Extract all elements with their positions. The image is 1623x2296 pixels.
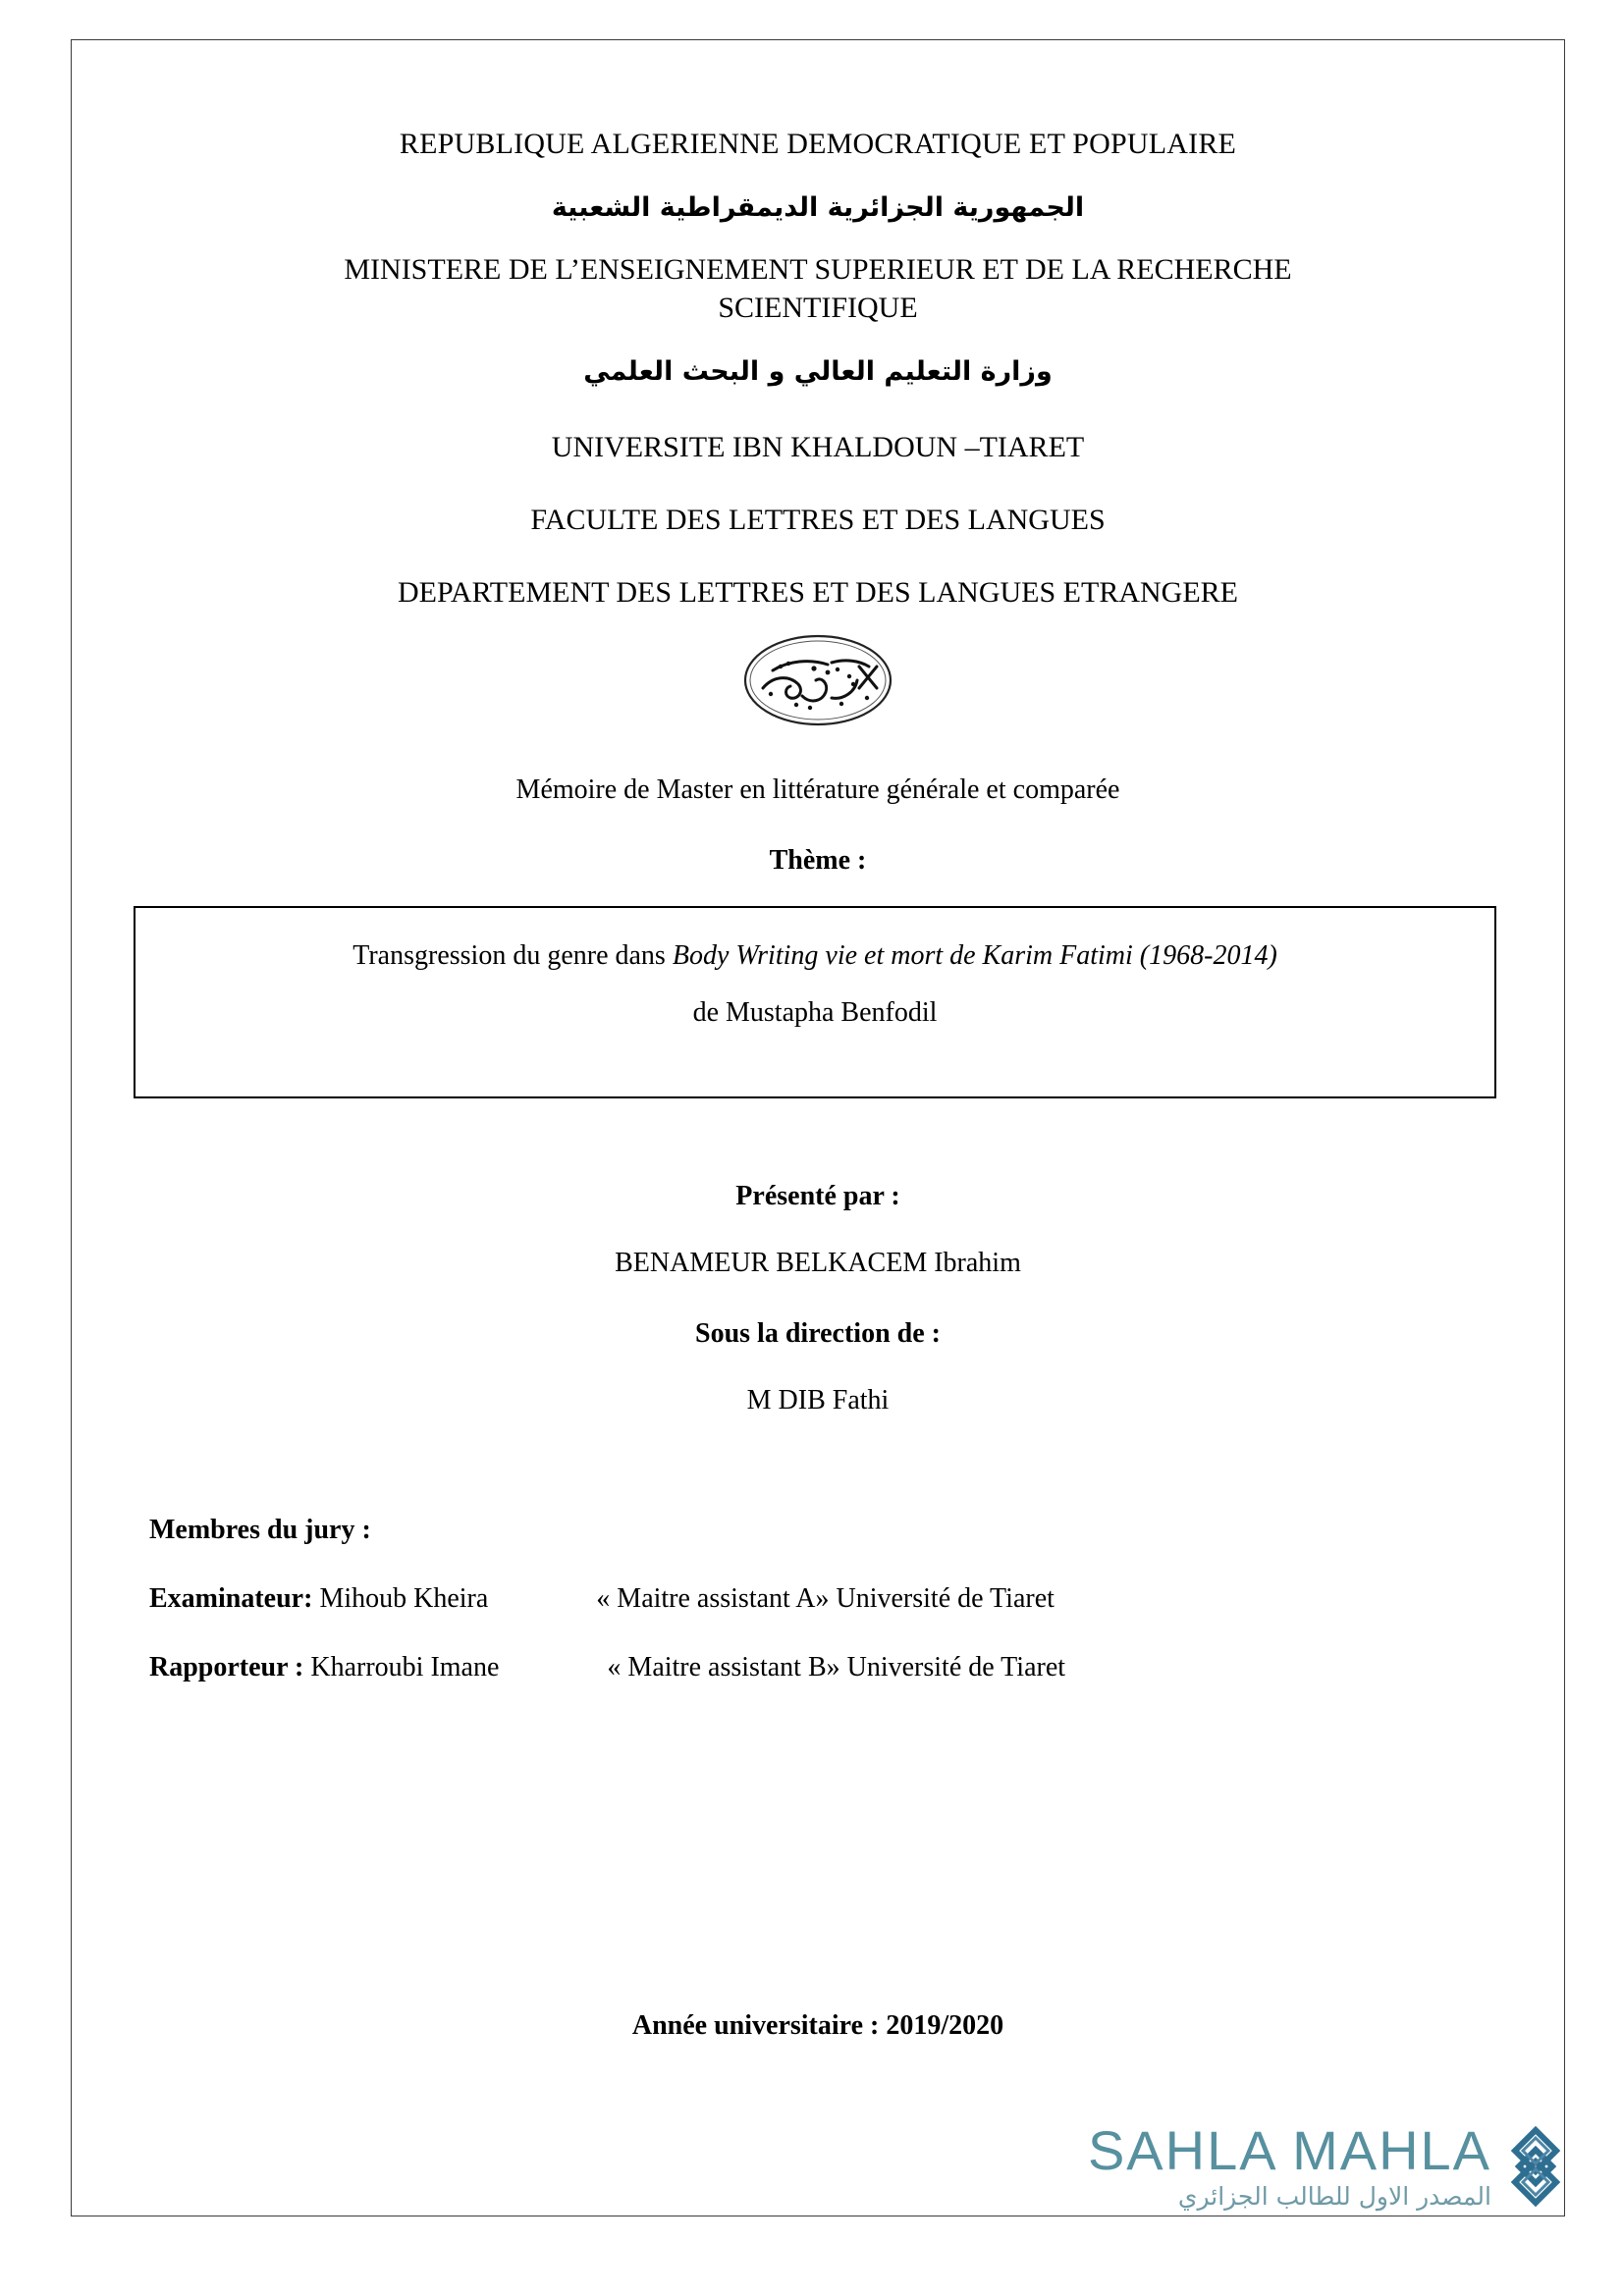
- academic-year: Année universitaire : 2019/2020: [631, 2010, 1004, 2041]
- faculty-name: FACULTE DES LETTRES ET DES LANGUES: [530, 504, 1106, 537]
- jury-role: Rapporteur :: [149, 1652, 311, 1683]
- department-name: DEPARTEMENT DES LETTRES ET DES LANGUES ETRANGERE: [398, 576, 1238, 610]
- jury-row: [149, 1652, 1506, 1683]
- theme-label: Thème :: [769, 845, 867, 877]
- watermark: [1087, 2119, 1574, 2211]
- jury-member-grade: « Maitre assistant A» Université de Tiaret: [596, 1583, 1055, 1615]
- supervisor-name: M DIB Fathi: [746, 1385, 890, 1416]
- jury-role: Examinateur:: [149, 1583, 313, 1615]
- watermark-brand: SAHLA MAHLA: [1087, 2119, 1491, 2181]
- university-seal: [130, 627, 1506, 733]
- university-name: UNIVERSITE IBN KHALDOUN –TIARET: [551, 431, 1085, 464]
- thesis-title-author-line: de Mustapha Benfodil: [692, 997, 938, 1029]
- thesis-title-prefix: Transgression du genre dans: [352, 940, 673, 972]
- presented-by-label: Présenté par :: [735, 1181, 900, 1212]
- thesis-title: [169, 941, 1461, 972]
- university-seal-icon: [712, 627, 924, 733]
- jury-member-grade: « Maitre assistant B» Université de Tiaret: [607, 1652, 1066, 1683]
- page-content: [71, 39, 1565, 2216]
- jury-member-name: Mihoub Kheira: [319, 1583, 489, 1615]
- jury-row: [149, 1583, 1506, 1615]
- republic-line-fr: REPUBLIQUE ALGERIENNE DEMOCRATIQUE ET POPULAIRE: [399, 128, 1237, 160]
- jury-member-name: Kharroubi Imane: [310, 1652, 500, 1683]
- supervised-by-label: Sous la direction de :: [695, 1318, 941, 1350]
- author-name: BENAMEUR BELKACEM Ibrahim: [615, 1248, 1021, 1279]
- degree-line: Mémoire de Master en littérature générale et comparée: [515, 774, 1120, 806]
- theme-box: [134, 906, 1496, 1098]
- jury-section: [130, 1515, 1506, 1683]
- watermark-tagline: المصدر الاول للطالب الجزائري: [1177, 2182, 1491, 2211]
- watermark-text: [1087, 2119, 1491, 2211]
- ministry-line-ar: وزارة التعليم العالي و البحث العلمي: [583, 355, 1053, 387]
- ministry-line-fr: MINISTERE DE L’ENSEIGNEMENT SUPERIEUR ET DE LA RECHERCHE SCIENTIFIQUE: [344, 252, 1292, 324]
- jury-title: Membres du jury :: [149, 1515, 371, 1546]
- republic-line-ar: الجمهورية الجزائرية الديمقراطية الشعبية: [551, 192, 1085, 224]
- knot-logo-icon: [1497, 2124, 1574, 2209]
- thesis-title-work: Body Writing vie et mort de Karim Fatimi (1968-2014): [672, 940, 1277, 972]
